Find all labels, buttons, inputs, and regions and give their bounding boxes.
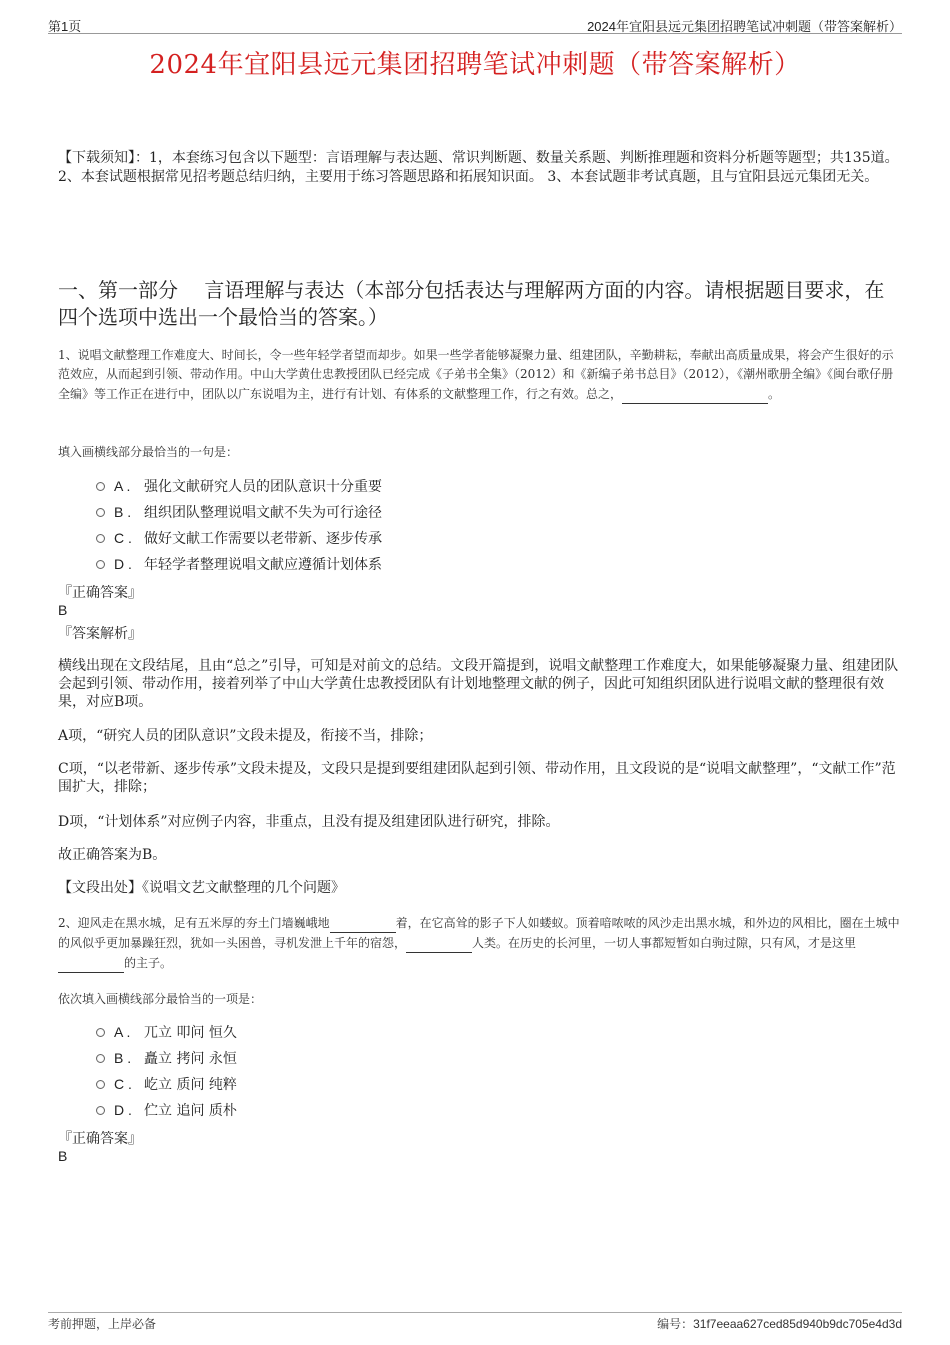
analysis-paragraph: C项，“以老带新、逐步传承”文段未提及，文段只是提到要组建团队起到引领、带动作用，且文段说的是“说唱文献整理”，“文献工作”范围扩大，排除； [58, 761, 896, 795]
question-2-option-b[interactable] [96, 1048, 237, 1068]
analysis-paragraph: A项，“研究人员的团队意识”文段未提及，衔接不当，排除； [58, 728, 433, 744]
radio-icon[interactable] [96, 534, 105, 543]
page-number: 第1页 [48, 19, 82, 34]
radio-icon[interactable] [96, 560, 105, 569]
radio-icon[interactable] [96, 1106, 105, 1115]
analysis-label: 『答案解析』 [58, 626, 142, 642]
question-1-prompt: 填入画横线部分最恰当的一句是： [58, 445, 239, 459]
option-text: 矗立 拷问 永恒 [144, 1051, 237, 1067]
footer-slogan: 考前押题，上岸必备 [48, 1317, 157, 1331]
correct-answer-label: 『正确答案』 [58, 1131, 142, 1147]
footer-code-value: 31f7eeaa627ced85d940b9dc705e4d3d [693, 1317, 902, 1331]
option-letter: C . [114, 1076, 132, 1092]
option-letter: B . [114, 1050, 132, 1066]
option-letter: B . [114, 504, 132, 520]
question-1-end: 。 [768, 387, 781, 401]
footer-code-label: 编号： [657, 1317, 694, 1331]
question-1-option-d[interactable] [96, 554, 382, 574]
option-text: 屹立 质问 纯粹 [144, 1077, 237, 1093]
header-doc-title: 2024年宜阳县远元集团招聘笔试冲刺题（带答案解析） [587, 19, 902, 34]
radio-icon[interactable] [96, 1054, 105, 1063]
question-2-part: 的主子。 [124, 956, 173, 970]
question-2-prompt: 依次填入画横线部分最恰当的一项是： [58, 992, 263, 1006]
page-title: 2024年宜阳县远元集团招聘笔试冲刺题（带答案解析） [149, 50, 801, 80]
question-2-part: 着，在它高耸的影子下人如蝼蚁。顶着喑哝哝的风沙走出黑水城，和外边的风相比，圈在土城中的风似乎更加暴躁狂烈，犹如一头困兽，寻机发泄上千年的宿怨， [58, 916, 900, 950]
question-2-part: 人类。在历史的长河里，一切人事都短暂如白驹过隙，只有风，才是这里 [472, 936, 857, 950]
radio-icon[interactable] [96, 1028, 105, 1037]
answer-blank [406, 933, 472, 953]
download-notice: 【下载须知】：1，本套练习包含以下题型：言语理解与表达题、常识判断题、数量关系题、判断推理题和资料分析题等题型；共135道。 2、本套试题根据常见招考题总结归纳，主要用于练习答题思路和拓展知识面。 3、本套试题非考试真题，且与宜阳县远元集团无关。 [58, 150, 899, 185]
option-letter: A . [114, 478, 131, 494]
option-text: 强化文献研究人员的团队意识十分重要 [144, 479, 382, 495]
question-2-option-a[interactable] [96, 1022, 237, 1042]
answer-blank [622, 384, 768, 404]
question-1-option-b[interactable] [96, 502, 382, 522]
option-letter: D . [114, 1102, 132, 1118]
question-2-option-d[interactable] [96, 1100, 237, 1120]
option-letter: C . [114, 530, 132, 546]
question-2-option-c[interactable] [96, 1074, 237, 1094]
option-text: 伫立 追问 质朴 [144, 1103, 237, 1119]
source-citation: 【文段出处】《说唱文艺文献整理的几个问题》 [58, 880, 345, 896]
radio-icon[interactable] [96, 482, 105, 491]
question-1-option-a[interactable] [96, 476, 382, 496]
correct-answer: B [58, 602, 68, 618]
option-text: 组织团队整理说唱文献不失为可行途径 [144, 505, 382, 521]
footer-divider [48, 1312, 902, 1313]
question-1-text [58, 346, 900, 404]
footer-code [657, 1315, 902, 1332]
question-2-part: 2、迎风走在黑水城，足有五米厚的夯土门墙巍峨地 [58, 916, 330, 930]
question-1-body: 1、说唱文献整理工作难度大、时间长，令一些年轻学者望而却步。如果一些学者能够凝聚力量、组建团队，辛勤耕耘，奉献出高质量成果，将会产生很好的示范效应，从而起到引领、带动作用。中山大学黄仕忠教授团队已经完成《子弟书全集》（2012）和《新编子弟书总目》（2012），《潮州歌册全编》《闽台歌仔册全编》等工作正在进行中，团队以广东说唱为主，进行有计划、有体系的文献整理工作，行之有效。总之， [58, 348, 894, 401]
analysis-conclusion: 故正确答案为B。 [58, 847, 167, 863]
question-2-text [58, 913, 900, 973]
section-heading: 一、第一部分 言语理解与表达（本部分包括表达与理解两方面的内容。请根据题目要求，在四个选项中选出一个最恰当的答案。） [58, 278, 885, 329]
option-text: 兀立 叩问 恒久 [144, 1025, 237, 1041]
correct-answer-label: 『正确答案』 [58, 585, 142, 601]
radio-icon[interactable] [96, 508, 105, 517]
option-text: 年轻学者整理说唱文献应遵循计划体系 [144, 557, 382, 573]
correct-answer: B [58, 1148, 68, 1164]
header-divider [48, 33, 902, 34]
answer-blank [58, 953, 124, 973]
radio-icon[interactable] [96, 1080, 105, 1089]
option-text: 做好文献工作需要以老带新、逐步传承 [144, 531, 382, 547]
answer-blank [330, 913, 396, 933]
question-1-option-c[interactable] [96, 528, 382, 548]
option-letter: A . [114, 1024, 131, 1040]
analysis-paragraph: D项，“计划体系”对应例子内容，非重点，且没有提及组建团队进行研究，排除。 [58, 814, 560, 830]
analysis-paragraph: 横线出现在文段结尾，且由“总之”引导，可知是对前文的总结。文段开篇提到，说唱文献整理工作难度大，如果能够凝聚力量、组建团队会起到引领、带动作用，接着列举了中山大学黄仕忠教授团队有计划地整理文献的例子，因此可知组织团队进行说唱文献的整理很有效果，对应B项。 [58, 658, 899, 710]
option-letter: D . [114, 556, 132, 572]
